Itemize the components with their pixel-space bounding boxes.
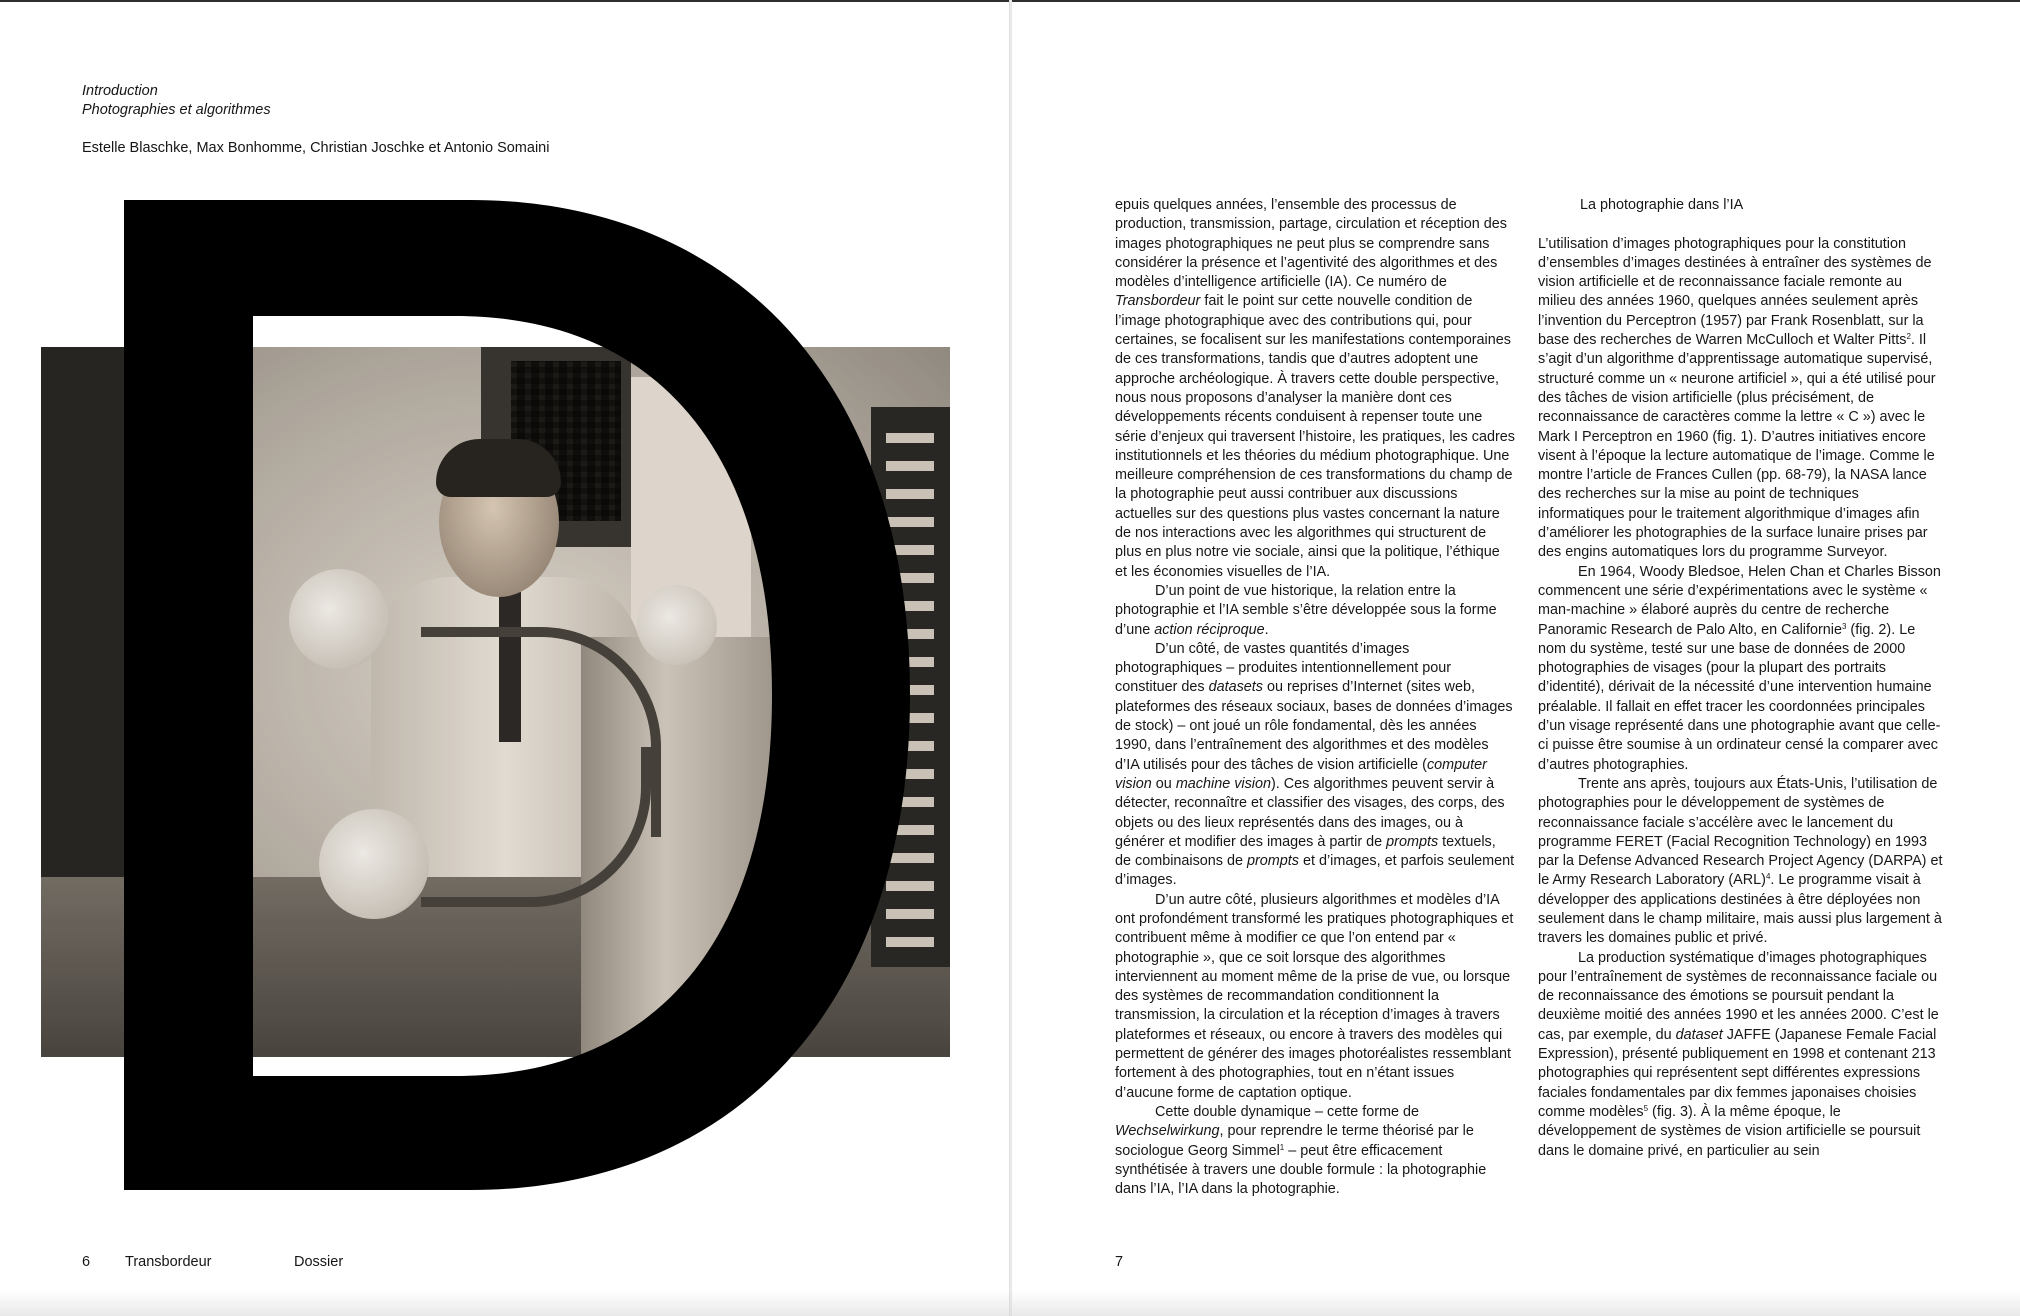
paragraph: D’un autre côté, plusieurs algorithmes et modèles d’IA ont profondément transformé les pratiques photographiques et contribuent même à modifier ce que l’on entend par « photographie », que ce soit lorsque des algorithmes interviennent au moment même de la prise de vue, ou lorsque des systèmes de recommandation conditionnent la transmission, la circulation et la réception d’images à travers plateformes et réseaux, ou encore à travers des modèles qui permettent de générer des images photoréalistes ressemblant fortement à des photographies, tout en n’étant issues d’aucune forme de captation optique. xyxy=(1115,891,1514,1101)
paragraph: D’un côté, de vastes quantités d’images photographiques – produites intentionnellement pour constituer des datasets ou reprises d’Internet (sites web, plateformes des réseaux sociaux, bases de données d’images de stock) – ont joué un rôle fondamental, dès les années 1990, dans l’entraînement des algorithmes et des modèles d’IA utilisés pour des tâches de vision artificielle (computer vision ou machine vision). Ces algorithmes peuvent servir à détecter, reconnaître et classifier des visages, des corps, des objets ou des lieux représentés dans des images, ou à générer et modifier des images à partir de prompts textuels, de combinaisons de prompts et d’images, et parfois seulement d’images. xyxy=(1115,640,1515,889)
footnote-ref[interactable]: 2 xyxy=(1906,332,1911,342)
text-column-2 xyxy=(1538,196,1943,1161)
kicker-section: Introduction xyxy=(82,83,158,99)
footnote-ref[interactable]: 3 xyxy=(1841,621,1847,631)
paragraph: L’utilisation d’images photographiques pour la constitution d’ensembles d’images destinées à entraîner des systèmes de vision artificielle et de reconnaissance faciale remonte au milieu des années 1960, quelques années seulement après l’invention du Perceptron (1957) par Frank Rosenblatt, sur la base des recherches de Warren McCulloch et Walter Pitts$^2$. Il s’agit d’un algorithme d’apprentissage automatique supervisé, structuré comme un « neurone artificiel », qui a été utilisé pour des tâches de vision artificielle (plus précisément, de reconnaissance de caractères comme la lettre « C ») avec le Mark I Perceptron en 1960 (fig. 1). D’autres initiatives encore visent à l’époque la lecture automatique de l’image. Comme le montre l’article de Frances Cullen (pp. 68-79), la NASA lance des recherches sur la mise au point de techniques informatiques pour le traitement algorithmique d’images afin d’améliorer les photographies de la surface lunaire prises par des engins automatiques lors du programme Surveyor. xyxy=(1538,235,1936,561)
text-column-1 xyxy=(1115,196,1515,1199)
page-number-left: 6 xyxy=(82,1254,91,1270)
page-bottom-shadow xyxy=(0,1290,2020,1316)
footnote-ref[interactable]: 4 xyxy=(1765,872,1771,882)
paragraph: D’un point de vue historique, la relation entre la photographie et l’IA semble s’être développée sous la forme d’une action réciproque. xyxy=(1115,582,1497,638)
kicker-title: Photographies et algorithmes xyxy=(82,102,271,118)
page-number-right: 7 xyxy=(1115,1254,1124,1270)
paragraph: En 1964, Woody Bledsoe, Helen Chan et Charles Bisson commencent une série d’expérimentations avec le système « man-machine » élaboré auprès du centre de recherche Panoramic Research de Palo Alto, en Californie$^3$ (fig. 2). Le nom du système, testé sur une base de données de 2000 photographies de visages (pour la plupart des portraits d’identité), dérivait de la nécessité d’une intervention humaine préalable. Il fallait en effet tracer les coordonnées principales d’un visage représenté dans une photographie avant que celle-ci puisse être soumise à un ordinateur censé la comparer avec d’autres photographies. xyxy=(1538,563,1941,773)
paragraph: Cette double dynamique – cette forme de Wechselwirkung, pour reprendre le terme théorisé par le sociologue Georg Simmel$^1$ – peut être efficacement synthétisée à travers une double formule : la photographie dans l’IA, l’IA dans la photographie. xyxy=(1115,1103,1487,1198)
paragraph: epuis quelques années, l’ensemble des processus de production, transmission, partage, circulation et réception des images photographiques ne peut plus se comprendre sans considérer la présence et l’agentivité des algorithmes et des modèles d’intelligence artificielle (IA). Ce numéro de Transbordeur fait le point sur cette nouvelle condition de l’image photographique avec des contributions qui, pour certaines, se focalisent sur les manifestations contemporaines de ces transformations, tandis que d’autres adoptent une approche archéologique. À travers cette double perspective, nous nous proposons d’analyser la manière dont ces développements récents conduisent à repenser toute une série d’enjeux qui traversent l’histoire, les pratiques, les cadres institutionnels et les théories du médium photographique. Une meilleure compréhension de ces transformations du champ de la photographie peut aussi contribuer aux discussions actuelles sur des questions plus vastes concernant la nature de nos interactions avec les algorithmes qui structurent de plus en plus notre vie sociale, ainsi que la politique, l’éthique et les économies visuelles de l’IA. xyxy=(1115,197,1515,580)
footnote-ref[interactable]: 1 xyxy=(1279,1142,1285,1152)
paragraph: Trente ans après, toujours aux États-Unis, l’utilisation de photographies pour le développement de systèmes de reconnaissance faciale s’accélère avec le lancement du programme FERET (Facial Recognition Technology) en 1993 par la Defense Advanced Research Project Agency (DARPA) et le Army Research Laboratory (ARL)$^4$. Le programme visait à développer des applications destinées à être déployées non seulement dans le champ militaire, mais aussi plus largement à travers les domaines public et privé. xyxy=(1538,775,1943,947)
section-heading: La photographie dans l’IA xyxy=(1580,197,1744,213)
authors-line: Estelle Blaschke, Max Bonhomme, Christian Joschke et Antonio Somaini xyxy=(82,140,550,156)
section-name: Dossier xyxy=(294,1254,344,1270)
journal-name: Transbordeur xyxy=(125,1254,212,1270)
paragraph: La production systématique d’images photographiques pour l’entraînement de systèmes de reconnaissance faciale ou de reconnaissance des émotions se poursuit pendant la deuxième moitié des années 1990 et les années 2000. C’est le cas, par exemple, du dataset JAFFE (Japanese Female Facial Expression), présenté publiquement en 1998 et contenant 213 photographies qui représentent sept différentes expressions faciales fondamentales par dix femmes japonaises choisies comme modèles$^5$ (fig. 3). À la même époque, le développement de systèmes de vision artificielle se poursuit dans le domaine privé, en particulier au sein xyxy=(1538,949,1939,1159)
footnote-ref[interactable]: 5 xyxy=(1643,1103,1649,1113)
